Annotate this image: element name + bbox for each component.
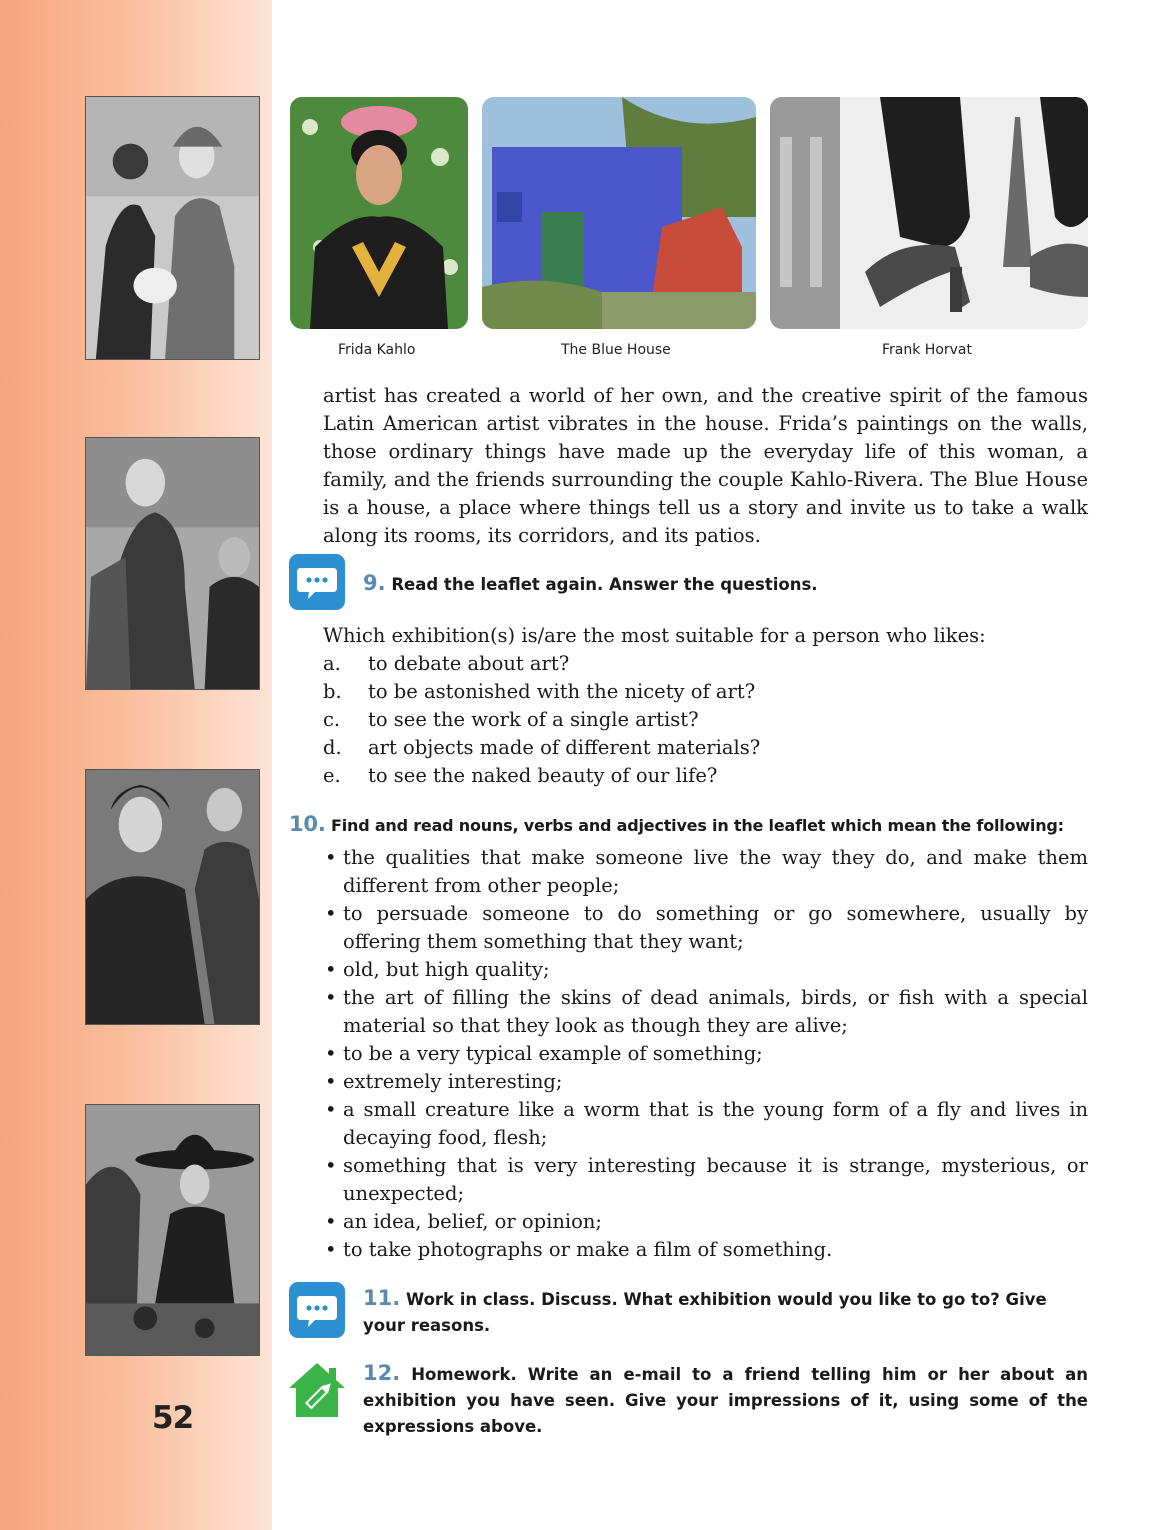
- item-text: to take photographs or make a film of something.: [343, 1238, 833, 1261]
- list-item: [323, 984, 1088, 1040]
- list-item: [323, 1096, 1088, 1152]
- frank-horvat-photo: [770, 97, 1088, 329]
- item-text: to see the work of a single artist?: [368, 708, 699, 731]
- item-text: old, but high quality;: [343, 958, 550, 981]
- blue-house-photo: [482, 97, 756, 329]
- task10-list: [323, 844, 1088, 1264]
- task12-number: 12.: [363, 1361, 401, 1385]
- caption-frida-kahlo: Frida Kahlo: [338, 342, 416, 358]
- task11-number: 11.: [363, 1286, 401, 1310]
- list-item: [323, 956, 1088, 984]
- list-item: [323, 650, 1088, 678]
- item-text: to see the naked beauty of our life?: [368, 764, 718, 787]
- house-pencil-icon: [287, 1360, 347, 1420]
- list-item: [323, 1068, 1088, 1096]
- bullet: •: [325, 846, 337, 869]
- list-item: [323, 1208, 1088, 1236]
- bullet: •: [325, 1098, 337, 1121]
- task11-heading: [363, 1285, 1088, 1339]
- item-letter: b.: [323, 680, 342, 703]
- list-item: [323, 1152, 1088, 1208]
- item-letter: d.: [323, 736, 342, 759]
- speech-bubble-icon: [289, 554, 345, 610]
- list-item: [323, 762, 1088, 790]
- list-item: [323, 706, 1088, 734]
- intro-paragraph: artist has created a world of her own, and the creative spirit of the famous Latin American artist vibrates in the house. Frida’s paintings on the walls, those ordinary things have made up the everyday life of this woman, a family, and the friends surrounding the couple Kahlo-Rivera. The Blue House is a house, a place where things tell us a story and invite us to take a walk along its rooms, its corridors, and its patios.: [323, 384, 1088, 547]
- task12-heading: [363, 1360, 1088, 1440]
- fashion-photo-2: [85, 437, 260, 690]
- item-text: to persuade someone to do something or go somewhere, usually by offering them something that they want;: [343, 902, 1088, 953]
- bullet: •: [325, 986, 337, 1009]
- list-item: [323, 1040, 1088, 1068]
- task10-heading: [289, 811, 1089, 839]
- task10-heading-text: Find and read nouns, verbs and adjectives in the leaflet which mean the following:: [330, 816, 1064, 835]
- fashion-photo-3: [85, 769, 260, 1025]
- item-text: to be astonished with the nicety of art?: [368, 680, 756, 703]
- item-text: an idea, belief, or opinion;: [343, 1210, 603, 1233]
- list-item: [323, 844, 1088, 900]
- bullet: •: [325, 1154, 337, 1177]
- task9-prompt: Which exhibition(s) is/are the most suitable for a person who likes:: [323, 624, 986, 647]
- task12-heading-text: Homework. Write an e-mail to a friend telling him or her about an exhibition you have seen. Give your impressions of it, using some of the expressions above.: [363, 1365, 1088, 1436]
- item-letter: a.: [323, 652, 341, 675]
- bullet: •: [325, 1238, 337, 1261]
- item-text: art objects made of different materials?: [368, 736, 761, 759]
- list-item: [323, 1236, 1088, 1264]
- item-letter: c.: [323, 708, 341, 731]
- item-text: extremely interesting;: [343, 1070, 563, 1093]
- speech-bubble-icon: [289, 1282, 345, 1338]
- item-text: a small creature like a worm that is the young form of a fly and lives in decaying food, flesh;: [343, 1098, 1088, 1149]
- task9-heading: [363, 570, 818, 598]
- task10-number: 10.: [289, 812, 326, 836]
- item-text: the art of filling the skins of dead animals, birds, or fish with a special material so that they look as though they are alive;: [343, 986, 1088, 1037]
- item-text: to be a very typical example of something;: [343, 1042, 763, 1065]
- bullet: •: [325, 1042, 337, 1065]
- caption-blue-house: The Blue House: [561, 342, 671, 358]
- item-letter: e.: [323, 764, 341, 787]
- task11-heading-text: Work in class. Discuss. What exhibition would you like to go to? Give your reasons.: [363, 1290, 1047, 1335]
- frida-kahlo-photo: [290, 97, 468, 329]
- fashion-photo-1: [85, 96, 260, 360]
- list-item: [323, 734, 1088, 762]
- list-item: [323, 900, 1088, 956]
- page-number: 52: [152, 1400, 194, 1436]
- caption-frank-horvat: Frank Horvat: [882, 342, 973, 358]
- list-item: [323, 678, 1088, 706]
- bullet: •: [325, 958, 337, 981]
- bullet: •: [325, 1070, 337, 1093]
- item-text: something that is very interesting because it is strange, mysterious, or unexpected;: [343, 1154, 1088, 1205]
- item-text: to debate about art?: [368, 652, 570, 675]
- item-text: the qualities that make someone live the way they do, and make them different from other people;: [343, 846, 1088, 897]
- task9-number: 9.: [363, 571, 386, 595]
- task9-list: [323, 650, 1088, 790]
- bullet: •: [325, 902, 337, 925]
- task9-heading-text: Read the leaflet again. Answer the questions.: [391, 575, 818, 594]
- fashion-photo-4: [85, 1104, 260, 1356]
- bullet: •: [325, 1210, 337, 1233]
